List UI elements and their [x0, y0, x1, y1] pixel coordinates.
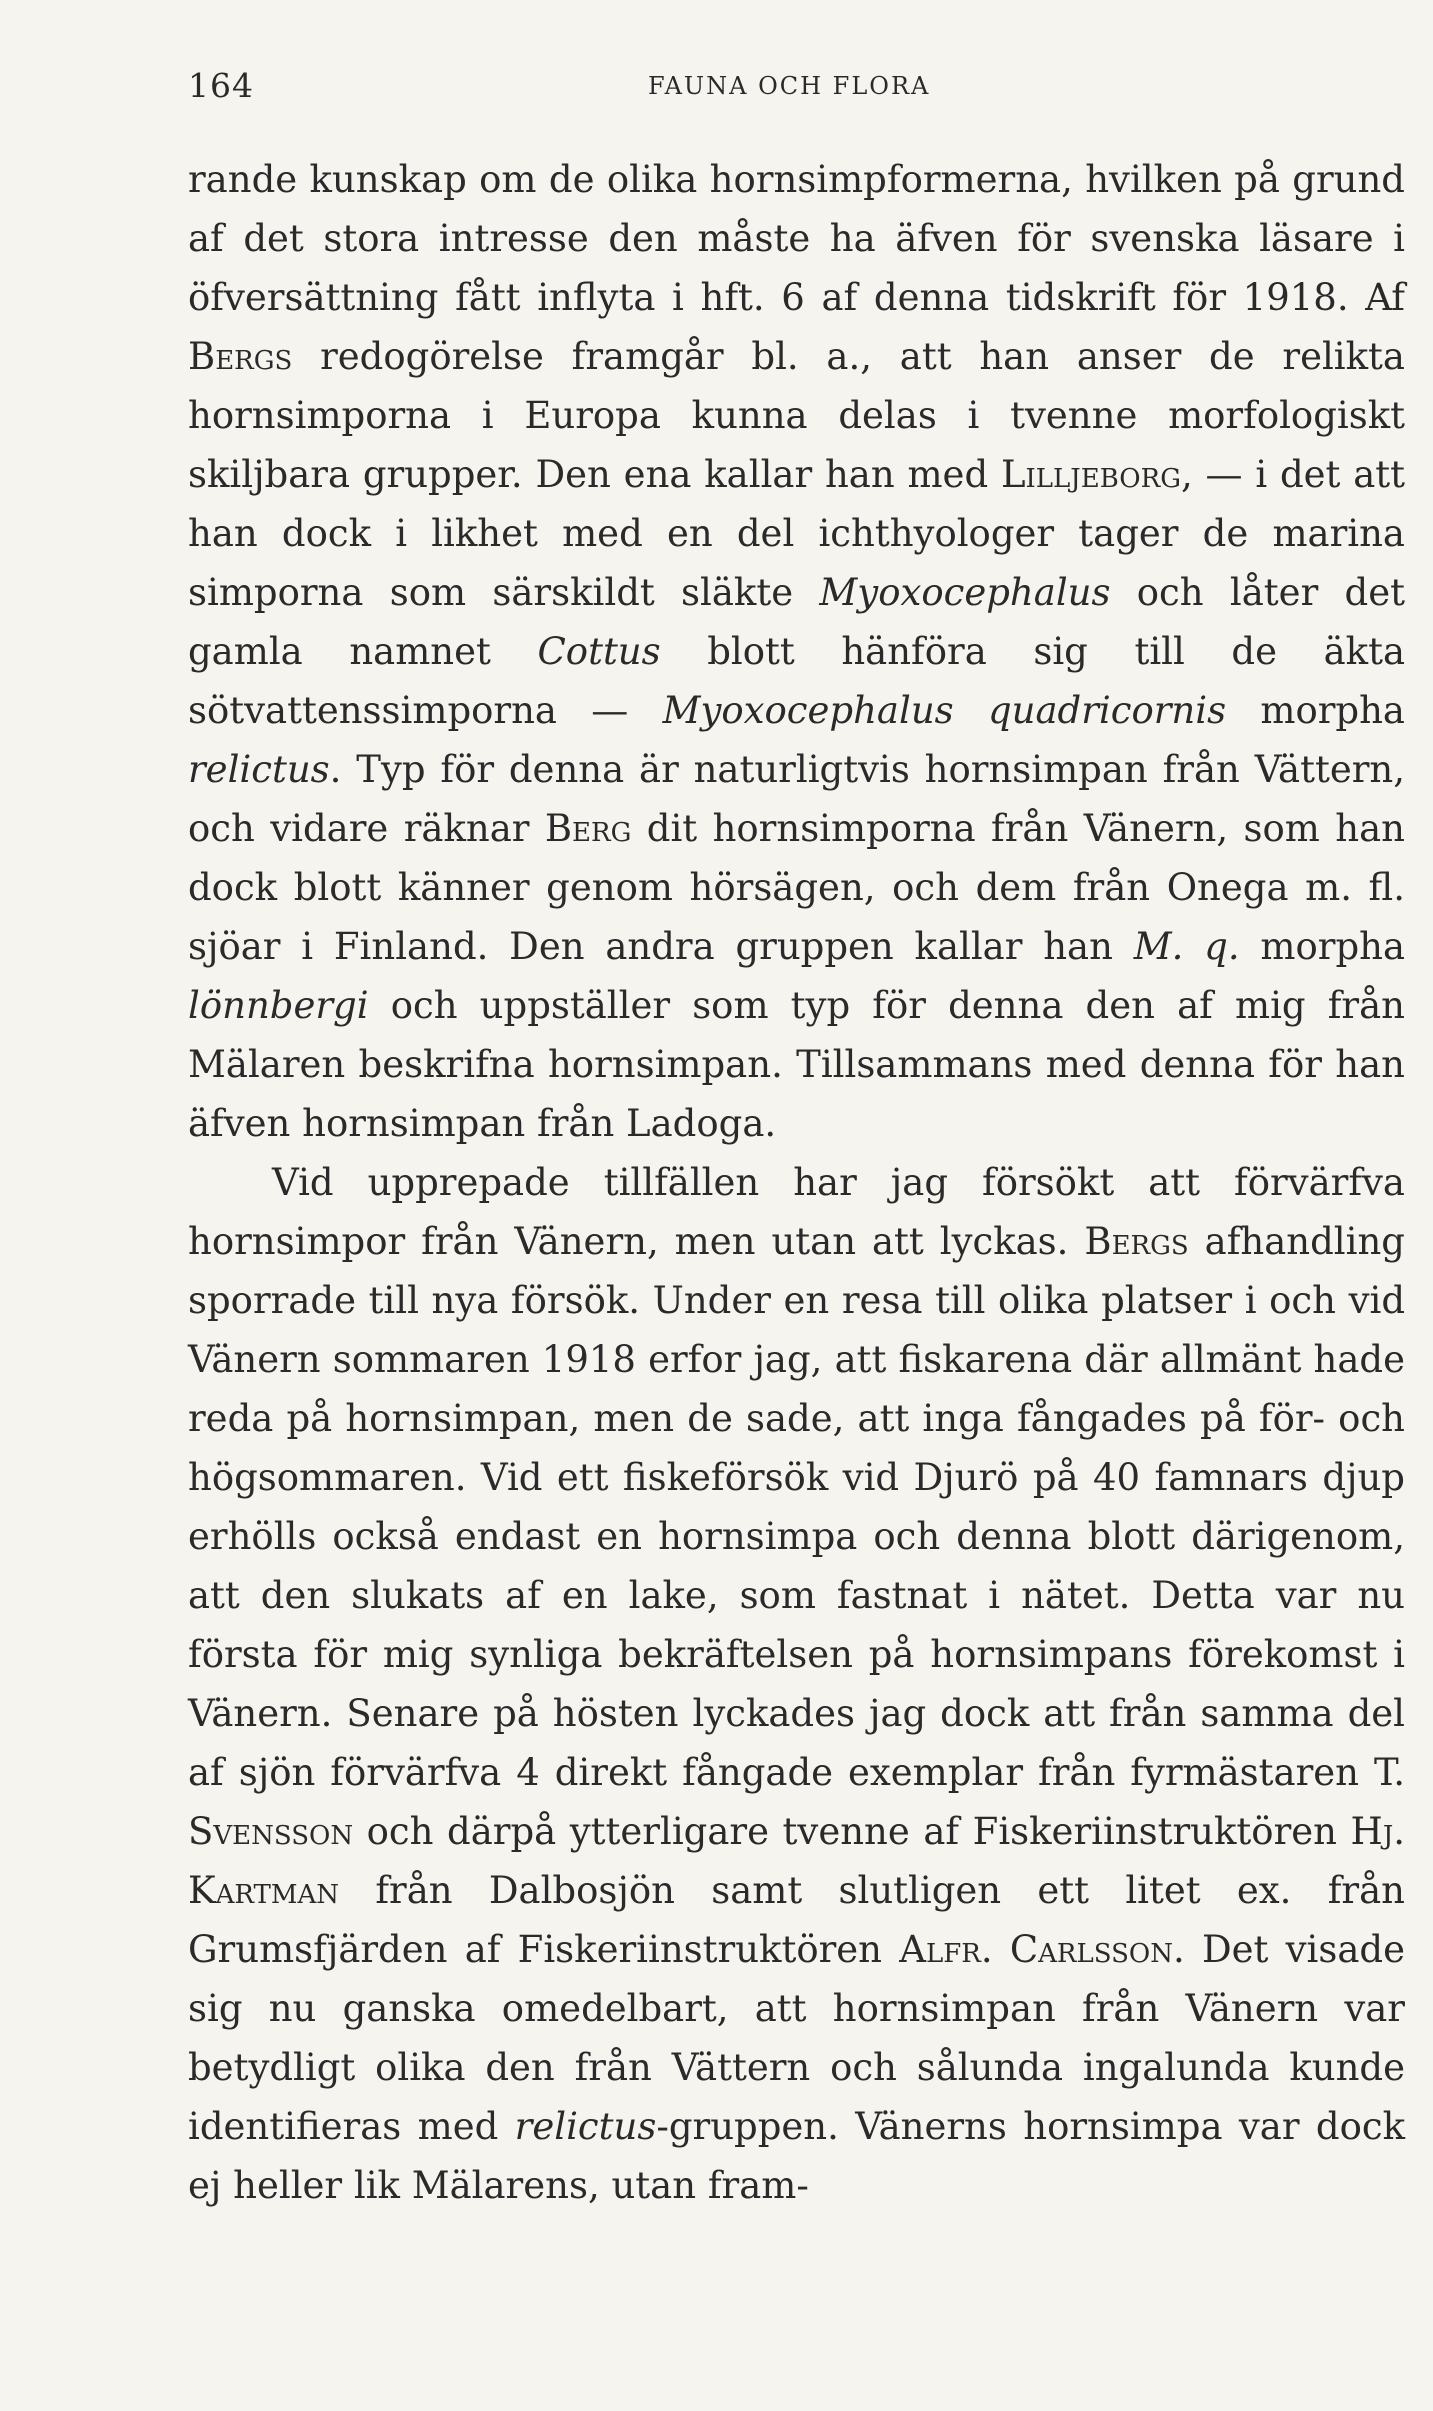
body-text: afhandling sporrade till nya försök. Under en resa till olika platser i och vid Vänern sommaren 1918 erfor jag, att fiskarena där allmänt hade reda på hornsimpan, men de sade, att inga fångades på för- och högsommaren. Vid ett fiskeförsök vid Djurö på 40 famnars djup erhölls också endast en hornsimpa och denna blott därigenom, att den slukats af en lake, som fastnat i nätet. Detta var nu första för mig synliga bekräftelsen på hornsimpans förekomst i Vänern. Senare på hösten lyckades jag dock att från samma del af sjön förvärfva 4 direkt fångade exemplar från fyrmästaren T.	[188, 1220, 1405, 1794]
author-name: Hj. Kartman	[188, 1810, 1405, 1912]
page-number: 164	[188, 66, 254, 105]
body-text: morpha	[1226, 689, 1405, 732]
author-name: Svensson	[188, 1810, 354, 1853]
italic-text: lönnbergi	[188, 984, 369, 1027]
page-body	[188, 150, 1405, 2215]
body-text: . Det visade sig nu ganska omedelbart, att hornsimpan från Vänern var betydligt olika den från Vättern och sålunda ingalunda kunde identifieras med	[188, 1928, 1405, 2148]
author-name: Alfr. Carlsson	[899, 1928, 1173, 1971]
body-text: morpha	[1239, 925, 1406, 968]
body-text: från Dalbosjön samt slutligen ett litet ex. från Grumsfjärden af Fiskeriinstruktören	[188, 1869, 1405, 1971]
body-text: blott hänföra sig till de äkta sötvattenssimporna —	[188, 630, 1406, 732]
author-name: Berg	[544, 807, 632, 850]
author-name: Bergs	[188, 335, 293, 378]
italic-text: Cottus	[537, 630, 661, 673]
body-text: redogörelse framgår bl. a., att han anser de relikta hornsimporna i Europa kunna delas i tvenne morfologiskt skiljbara grupper. Den ena kallar han med	[188, 335, 1405, 496]
italic-text: Myoxocephalus	[819, 571, 1111, 614]
body-text: -gruppen. Vänerns hornsimpa var dock ej heller lik Mälarens, utan fram-	[188, 2105, 1405, 2207]
body-text: , — i det att han dock i likhet med en del ichthyologer tager de marina simporna som särskildt släkte	[188, 453, 1406, 614]
italic-text: relictus	[514, 2105, 657, 2148]
body-text: . Typ för denna är naturligtvis hornsimpan från Vättern, och vidare räknar	[188, 748, 1405, 850]
paragraph-2	[188, 1153, 1405, 2215]
body-text: rande kunskap om de olika hornsimpformerna, hvilken på grund af det stora intresse den måste ha äfven för svenska läsare i öfversättning fått inflyta i hft. 6 af denna tidskrift för 1918. Af	[188, 158, 1405, 319]
italic-text: M. q.	[1133, 925, 1240, 968]
body-text: dit hornsimporna från Vänern, som han dock blott känner genom hörsägen, och dem från Onega m. fl. sjöar i Finland. Den andra gruppen kallar han	[188, 807, 1405, 968]
body-text: och uppställer som typ för denna den af mig från Mälaren beskrifna hornsimpan. Tillsammans med denna för han äfven hornsimpan från Ladoga.	[188, 984, 1405, 1145]
italic-text: relictus	[188, 748, 330, 791]
body-text: Vid upprepade tillfällen har jag försökt att förvärfva hornsimpor från Vänern, men utan att lyckas.	[188, 1161, 1405, 1263]
author-name: Bergs	[1084, 1220, 1189, 1263]
paragraph-1	[188, 150, 1405, 1153]
body-text: och därpå ytterligare tvenne af Fiskeriinstruktören	[353, 1810, 1351, 1853]
italic-text: Myoxocephalus quadricornis	[662, 689, 1227, 732]
body-text: och låter det gamla namnet	[188, 571, 1406, 673]
page-header	[188, 66, 943, 106]
author-name: Lilljeborg	[1000, 453, 1181, 496]
journal-title: FAUNA OCH FLORA	[648, 72, 931, 100]
